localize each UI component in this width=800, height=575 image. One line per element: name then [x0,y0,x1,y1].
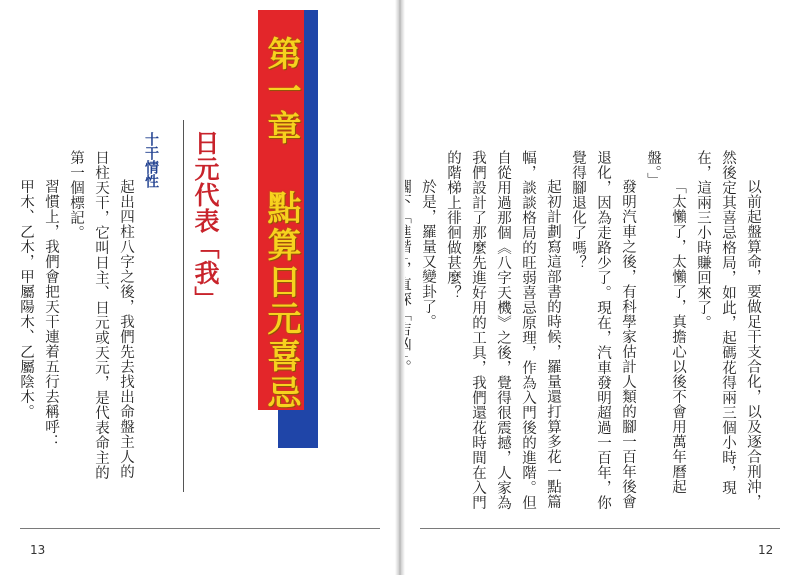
footer-rule [20,528,380,529]
paragraph: 起出四柱八字之後，我們先去找出命盤主人的日柱天干，它叫日主、日元或天元，是代表命主的第一個標記。 [68,150,134,480]
right-body-text [420,150,765,520]
page-number-right: 12 [758,543,774,557]
paragraph: 甲木、乙木，甲屬陽木、乙屬陰木。 [18,179,34,419]
book-gutter [395,0,405,575]
chapter-title: 第一章 點算日元喜忌 [261,36,301,412]
section-divider [183,120,184,492]
paragraph: 發明汽車之後，有科學家估計人類的腳一百年後會退化，因為走路少了。現在，汽車發明超過一百年，你覺得腳退化了嗎？ [570,150,636,510]
page-number-left: 13 [30,543,46,557]
paragraph: 以前起盤算命，要做足干支合化，以及逐合刑沖，然後定其喜忌格局，如此，起碼花得兩三個小時，現在，這兩三小時賺回來了。 [695,150,761,509]
paragraph: 於是，羅量又變卦了。 [420,179,436,329]
paragraph: 習慣上，我們會把天干連着五行去稱呼： [43,179,59,449]
paragraph: 「太懶了，太懶了，真擔心以後不會用萬年曆起盤。」 [645,150,686,494]
subheading: 十干情性 [143,132,159,188]
left-body-text [18,150,138,490]
section-title: 日元代表「我」 [191,130,220,312]
paragraph: 起初計劃寫這部書的時候，羅量還打算多花一點篇幅，談談格局的旺弱喜忌原理，作為入門後的進階。但自從用過那個《八字天機》之後，覺得很震撼，人家為我們設計了那麼先進好用的工具，我們還花時間在入門的階梯上徘徊做甚麼？ [445,150,561,510]
footer-rule [420,528,780,529]
